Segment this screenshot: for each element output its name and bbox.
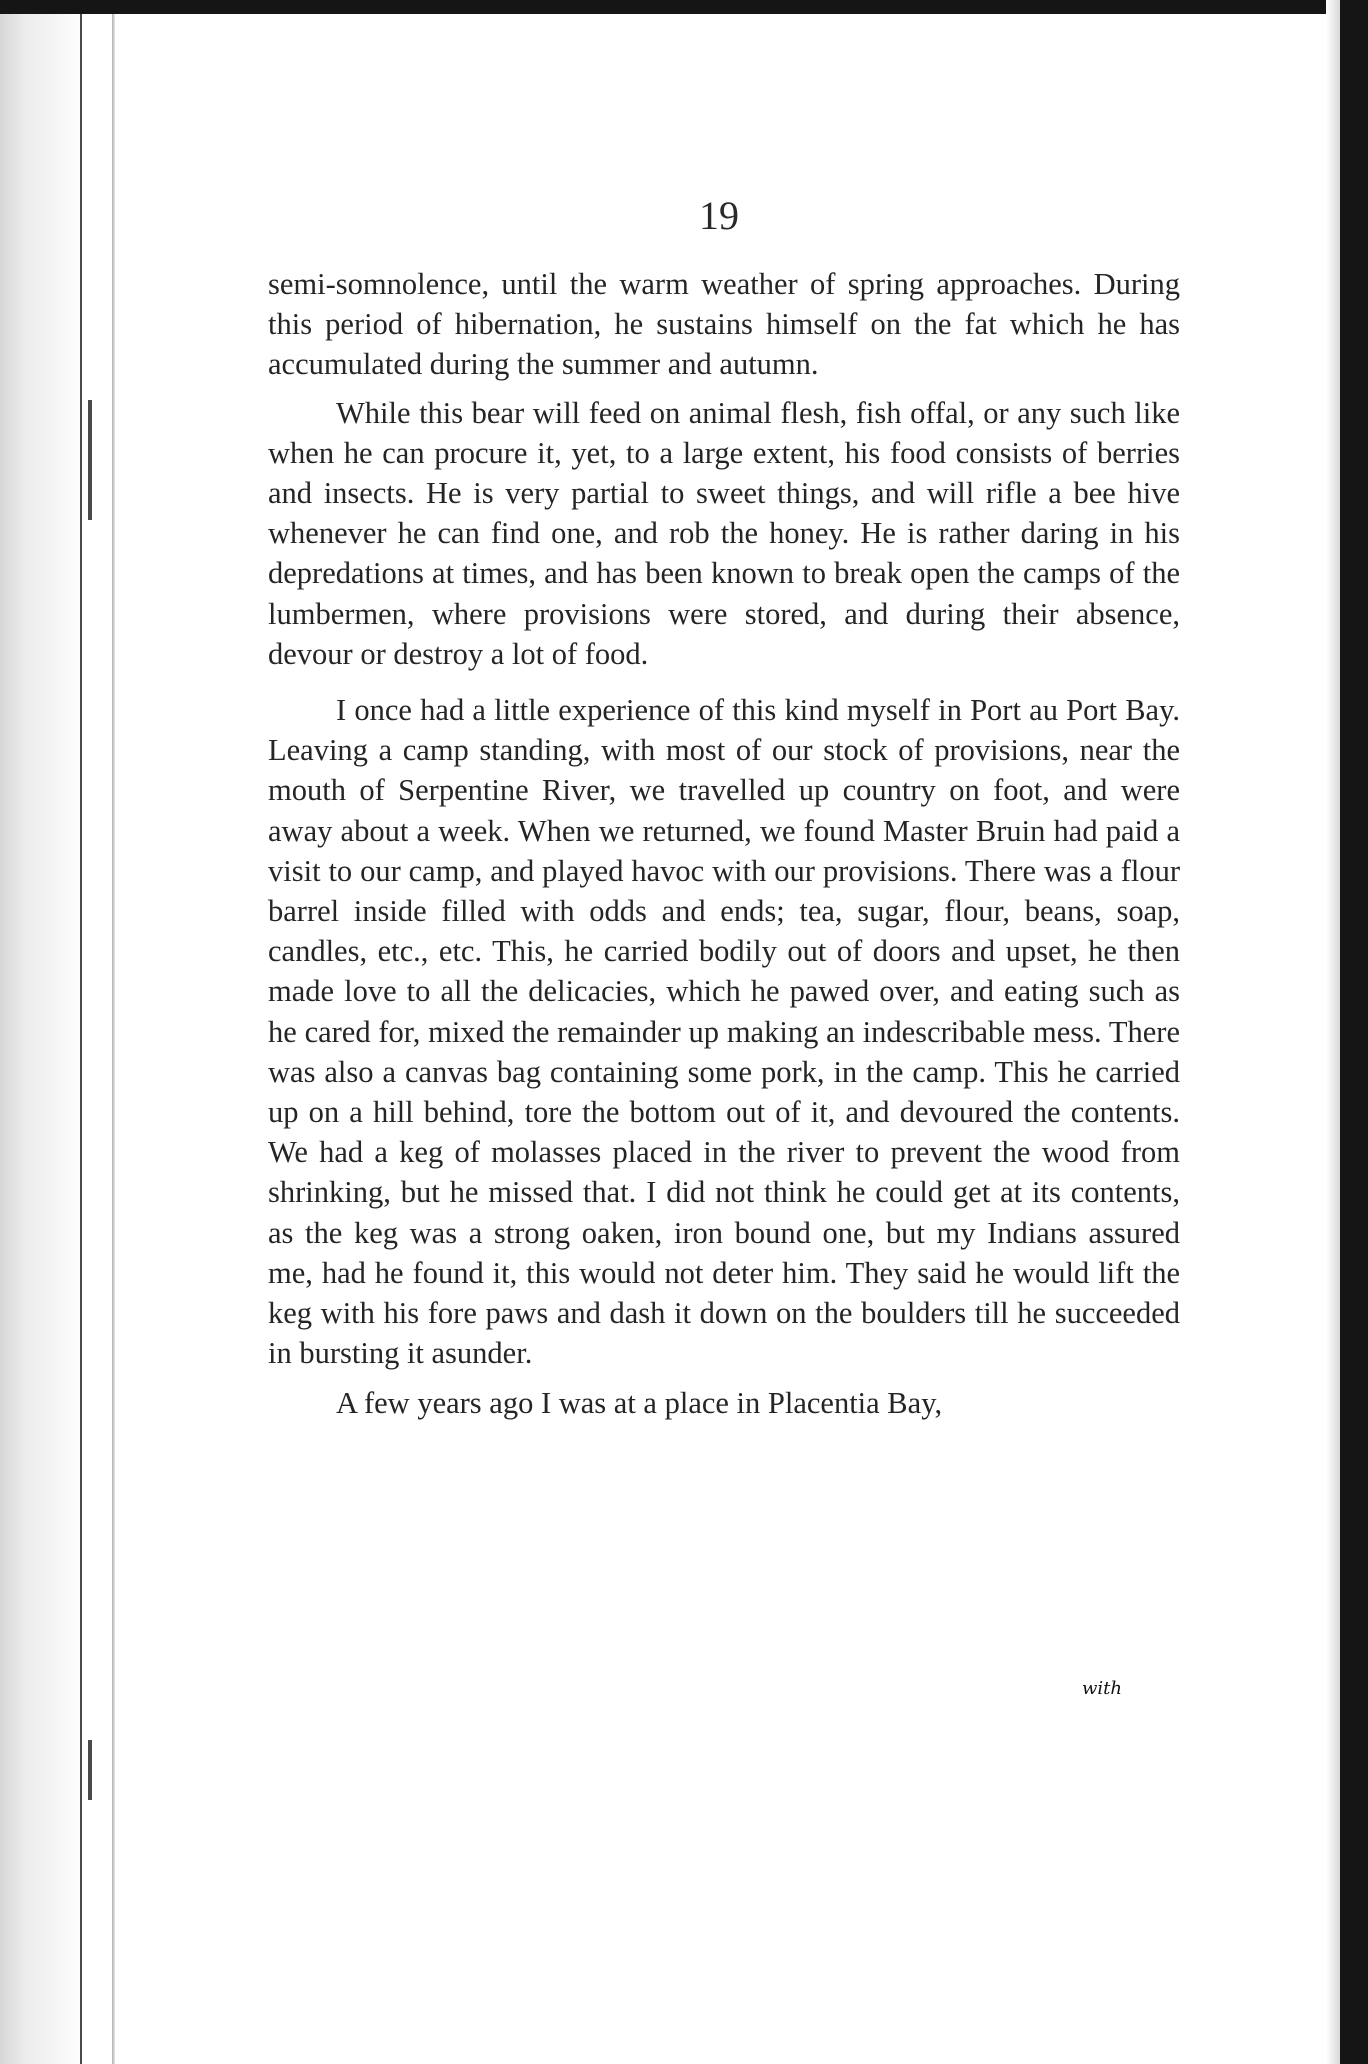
paragraph: I once had a little experience of this kind myself in Port au Port Bay. Leaving a camp standing, with most of our stock of provisions, near the mouth of Serpentine River, we travelled up country on foot, and were away about a week. When we returned, we found Master Bruin had paid a visit to our camp, and played havoc with our provisions. There was a flour barrel inside filled with odds and ends; tea, sugar, flour, beans, soap, candles, etc., etc. This, he carried bodily out of doors and upset, he then made love to all the delicacies, which he pawed over, and eating such as he cared for, mixed the remainder up making an indescribable mess. There was also a canvas bag containing some pork, in the camp. This he carried up on a hill behind, tore the bottom out of it, and devoured the contents. We had a keg of molasses placed in the river to prevent the wood from shrinking, but he missed that. I did not think he could get at its contents, as the keg was a strong oaken, iron bound one, but my Indians assured me, had he found it, this would not deter him. They said he would lift the keg with his fore paws and dash it down on the boulders till he succeeded in bursting it asunder. bbox=[268, 693, 1180, 1371]
paragraph: A few years ago I was at a place in Placentia Bay, bbox=[336, 1386, 943, 1421]
spine-mark bbox=[88, 400, 92, 520]
paragraph: semi-somnolence, until the warm weather of spring approaches. During this period of hibernation, he sustains himself on the fat which he has accumulated during the summer and autumn. bbox=[268, 267, 1180, 382]
paragraph: While this bear will feed on animal flesh, fish offal, or any such like when he can procure it, yet, to a large extent, his food consists of berries and insects. He is very partial to sweet things, and will rifle a bee hive whenever he can find one, and rob the honey. He is rather daring in his depredations at times, and has been known to break open the camps of the lumbermen, where provisions were stored, and during their absence, devour or destroy a lot of food. bbox=[268, 395, 1180, 671]
scan-top-border bbox=[0, 0, 1340, 14]
scan-right-border bbox=[1340, 0, 1368, 2064]
page-number: 19 bbox=[699, 193, 739, 238]
spine-gutter bbox=[112, 14, 115, 2064]
spine-mark bbox=[88, 1740, 92, 1800]
spine-edge-line bbox=[80, 14, 82, 2064]
book-spine-shadow bbox=[0, 0, 86, 2064]
handwritten-correction: with bbox=[1082, 1678, 1122, 1699]
page-edge-shadow bbox=[1326, 0, 1340, 2064]
body-text bbox=[268, 264, 1180, 1424]
